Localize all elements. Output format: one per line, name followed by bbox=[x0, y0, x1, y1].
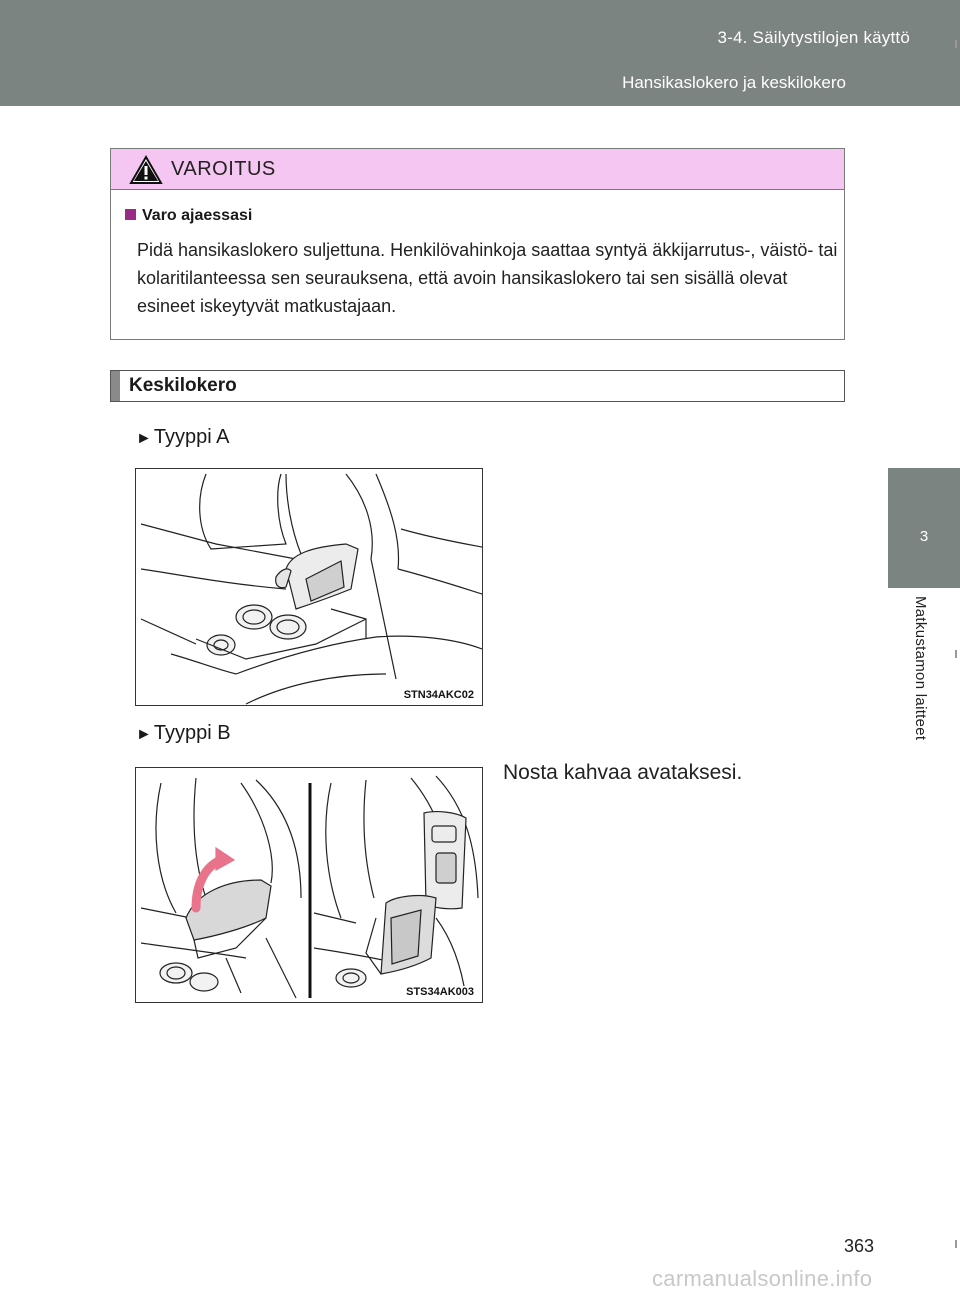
bullet-square-icon bbox=[125, 209, 136, 220]
chapter-tab bbox=[888, 468, 960, 588]
instruction-text: Nosta kahvaa avataksesi. bbox=[503, 761, 743, 784]
type-b-label bbox=[136, 722, 231, 745]
edge-mark bbox=[955, 650, 957, 658]
header-bar bbox=[0, 0, 960, 106]
edge-mark bbox=[955, 1240, 957, 1248]
warning-subheading-text: Varo ajaessasi bbox=[142, 207, 253, 224]
section-marker bbox=[111, 371, 120, 401]
warning-header bbox=[111, 149, 844, 190]
type-a-label bbox=[136, 426, 229, 449]
warning-subheading bbox=[125, 207, 252, 225]
header-section-title: 3-4. Säilytystilojen käyttö bbox=[717, 28, 910, 47]
type-a-label-text: Tyyppi A bbox=[153, 426, 230, 448]
section-heading bbox=[110, 370, 845, 402]
chapter-label: Matkustamon laitteet bbox=[912, 596, 929, 741]
warning-body-text: Pidä hansikaslokero suljettuna. Henkilövahinkoja saattaa syntyä äkkijarrutus-, väistö- tai kolaritilanteessa sen seurauksena, että avoin hansikaslokero tai sen sisällä olevat esineet iskeytyvät matkustajaan. bbox=[137, 240, 838, 316]
watermark-text: carmanualsonline.info bbox=[652, 1266, 873, 1291]
header-subsection-title: Hansikaslokero ja keskilokero bbox=[622, 73, 846, 92]
console-type-a-illustration bbox=[136, 469, 482, 705]
console-type-b-illustration bbox=[136, 768, 482, 1002]
type-b-label-text: Tyyppi B bbox=[153, 722, 231, 744]
figure-type-b bbox=[135, 767, 483, 1003]
edge-mark bbox=[955, 40, 957, 48]
figure-code: STN34AKC02 bbox=[403, 689, 474, 701]
section-title: Keskilokero bbox=[129, 375, 237, 396]
figure-type-a bbox=[135, 468, 483, 706]
arrow-right-icon: ► bbox=[136, 726, 152, 743]
warning-box bbox=[110, 148, 845, 340]
chapter-number: 3 bbox=[919, 528, 929, 545]
warning-title: VAROITUS bbox=[171, 158, 276, 180]
figure-code: STS34AK003 bbox=[406, 986, 474, 998]
arrow-right-icon: ► bbox=[136, 430, 152, 447]
page-number: 363 bbox=[844, 1236, 875, 1256]
warning-triangle-icon bbox=[129, 155, 163, 185]
